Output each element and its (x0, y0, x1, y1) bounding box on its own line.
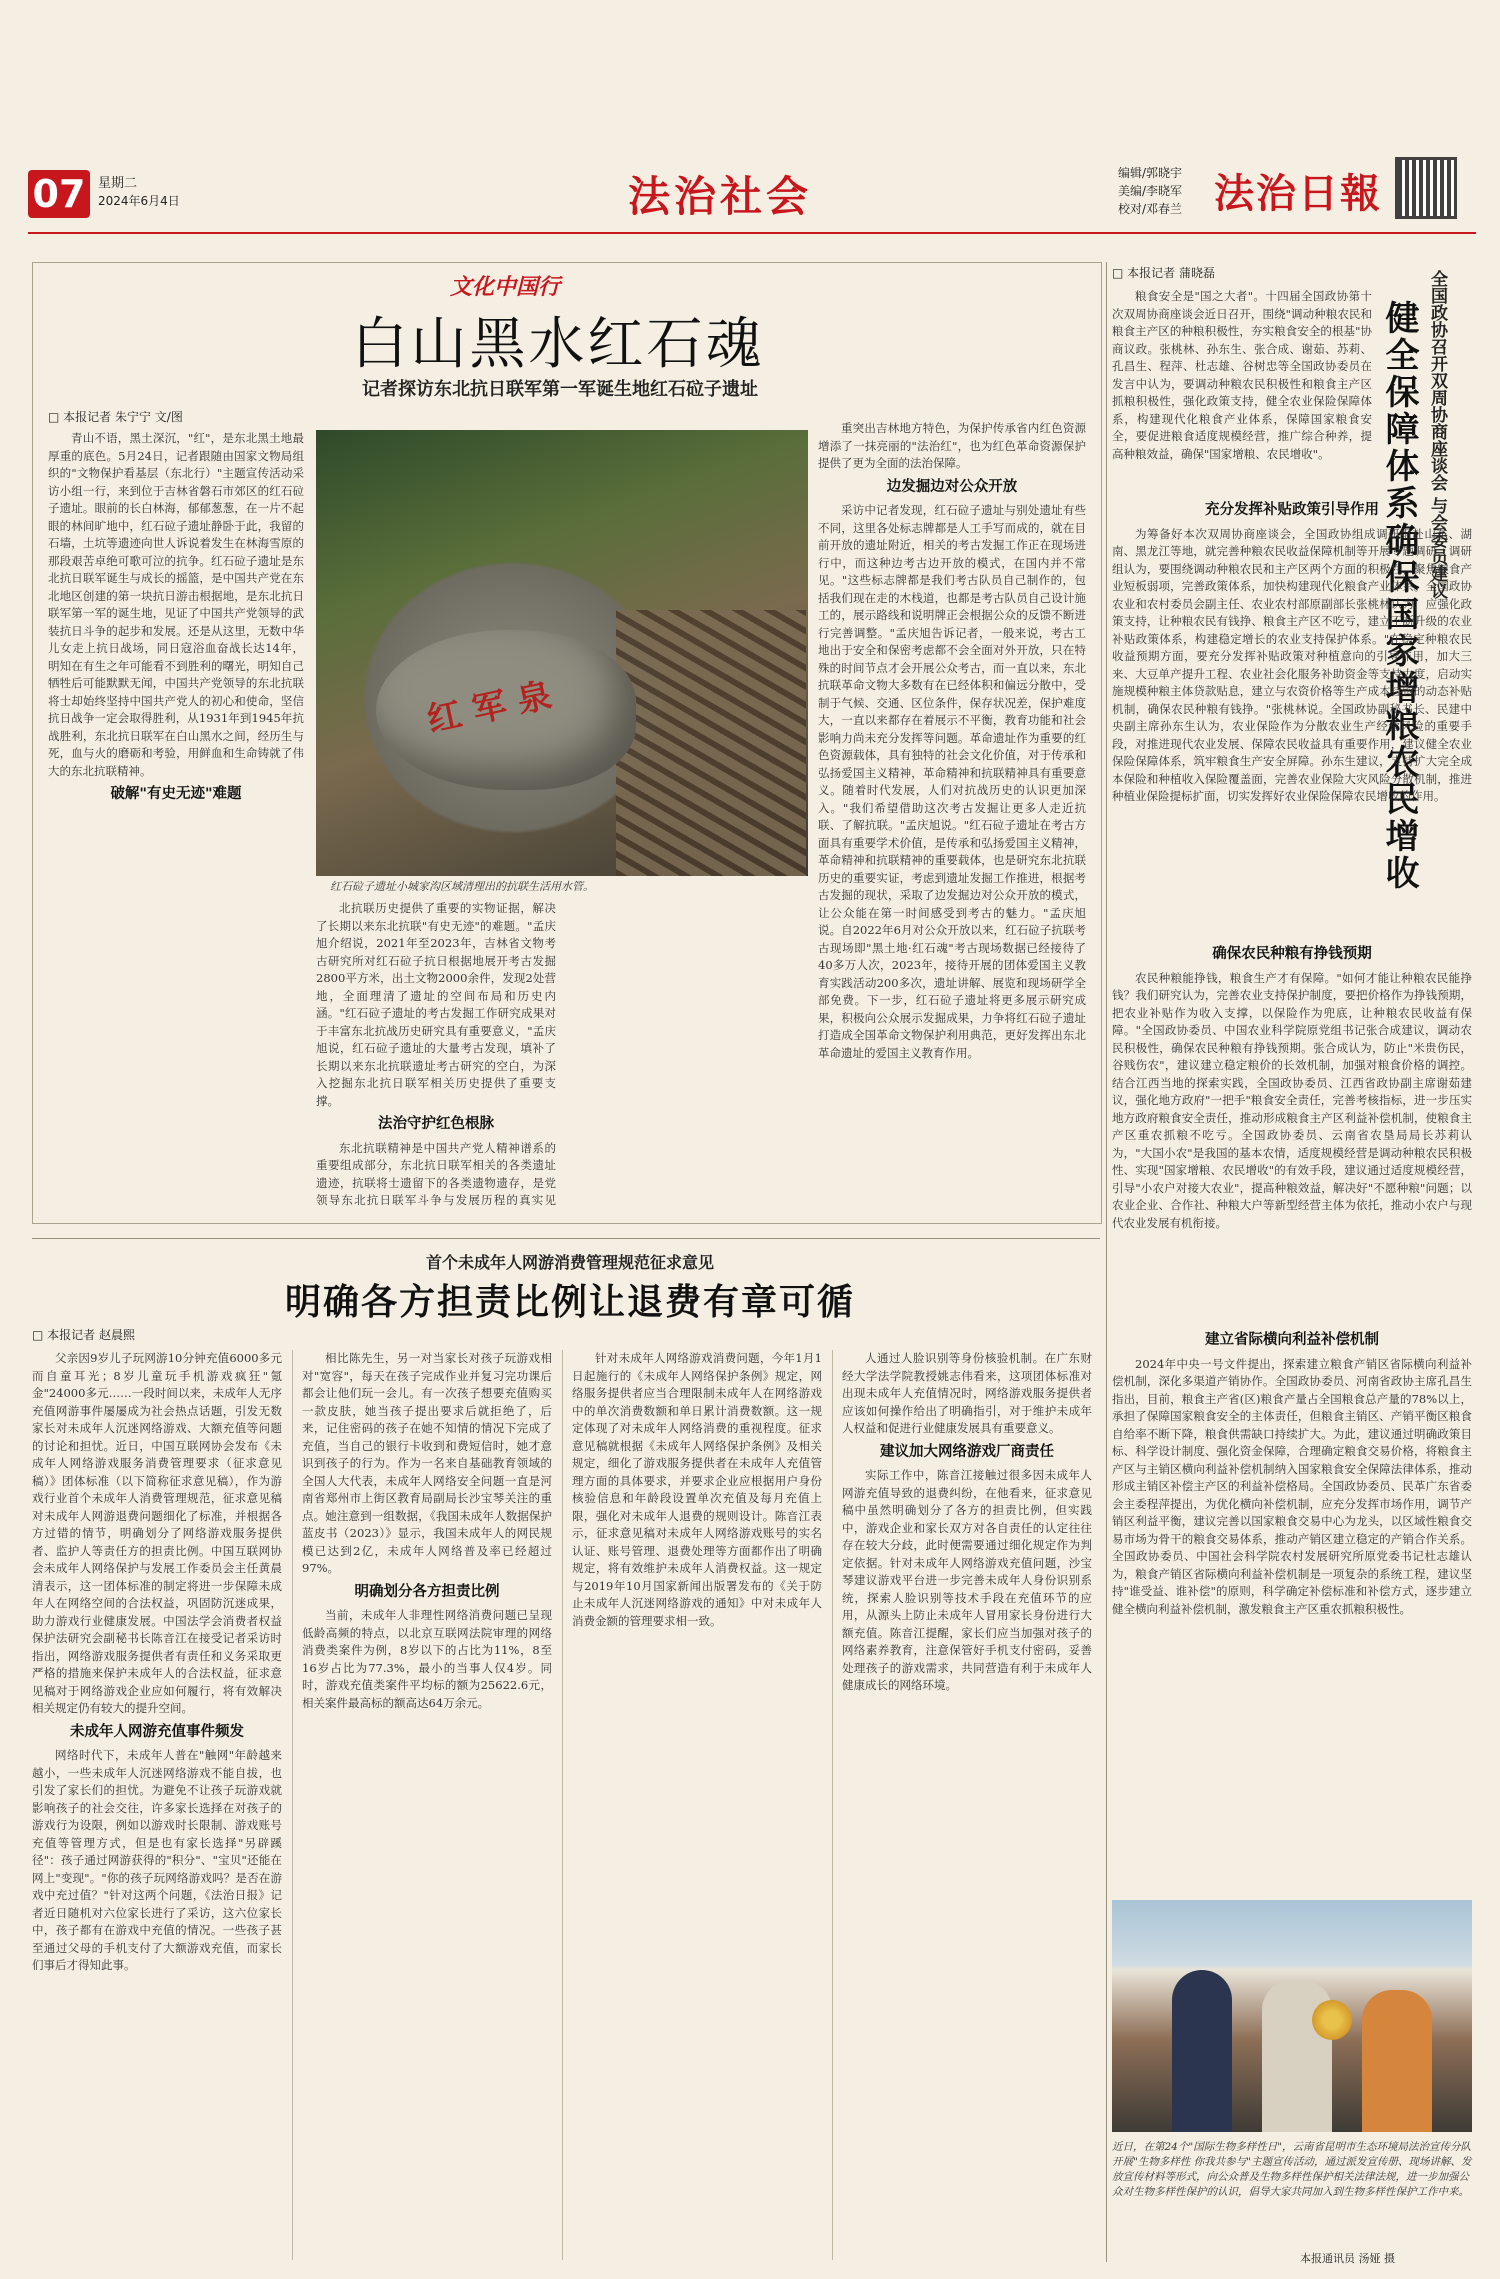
flower-bouquet (1312, 2000, 1352, 2040)
sidebar-photo (1112, 1900, 1472, 2132)
feature-col3b-text: 采访中记者发现，红石砬子遗址与别处遗址有些不同，这里各处标志牌都是人工手写而成的，就在目前开放的遗址附近，相关的考古发掘工作正在现场进行中，而这种边考古边开放的模式，在国内并不常见。"这些标志牌都是我们考古队员自己制作的，包括我们现在走的木栈道，也都是考古队员自己设计施工的，展示路线和说明牌正会根据公众的反馈不断进行完善调整。"孟庆旭告诉记者，一般来说，考古工地出于安全和保密考虑都不会全面对外开放，只在特殊的时间节点才会开展公众考古，而一直以来，东北抗联革命文物大多数有在已经体积和偏远分散中，受制于气候、交通、区位条件，保存状况差，保护难度大，一直以来都存在着展示不平衡，教育功能和社会影响力尚未充分发挥等问题。革命遗址作为重要的红色资源载体，具有独特的社会文化价值，对于传承和弘扬爱国主义精神，革命精神和抗联精神具有重要意义。随着时代发展，人们对抗战历史的认识更加深入。"我们希望借助这次考古发掘让更多人走近抗联、了解抗联。"孟庆旭说。"红石砬子遗址在考古方面具有重要学术价值，是传承和弘扬爱国主义精神，革命精神和抗联精神的重要载体，也是研究东北抗联历史的重要实证，考虑到遗址发掘工作推进，根据考古发掘的现状，采取了边发掘边对公众开放的模式，让公众能在第一时间感受到考古的魅力。"孟庆旭说。自2022年6月对公众开放以来，红石砬子抗联考古现场即"黑土地·红石魂"考古现场数据已经接待了40多万人次，2023年，接待开展的团体爱国主义教育实践活动200多次，遗址讲解、展览和现场研学全部免费。下一步，红石砬子遗址将更多展示研究成果，积极向公众展示发掘成果，力争将红石砬子遗址打造成全国革命文物保护利用典范，更好发挥出东北革命遗址的爱国主义教育作用。 (818, 503, 1086, 1060)
article2-col4-text: 人通过人脸识别等身份核验机制。在广东财经大学法学院教授姚志伟看来，这项团体标准对出现未成年人充值情况时，网络游戏服务提供者应该如何操作给出了明确指引，对于维护未成年人权益和促进行业健康发展具有重要意义。 (842, 1351, 1092, 1435)
feature-col2b-text: 东北抗联精神是中国共产党人精神谱系的重要组成部分，东北抗日联军相关的各类遗址遗迹，抗联将士遗留下的各类遗物遗存，是党领导东北抗日联军斗争与发展历程的真实见 (316, 1140, 556, 1207)
article2-col1b-text: 网络时代下，未成年人普在"触网"年龄越来越小，一些未成年人沉迷网络游戏不能自拔，也引发了家长们的担忧。为避免不让孩子玩游戏就影响孩子的社会交往，许多家长选择在对孩子的游戏行为设限，例如以游戏时长限制、游戏账号充值等管理方式，但是也有家长选择"另辟蹊径"：孩子通过网游获得的"积分"、"宝贝"还能在网上"变现"。"你的孩子玩网络游戏吗？是否在游戏中充过值？"针对这两个问题，《法治日报》记者近日随机对六位家长进行了采访，这六位家长中，孩子都有在游戏中充值的情况。一些孩子甚至通过父母的手机支付了大额游戏充值，而家长们事后才得知此事。 (32, 1748, 282, 1972)
sidebar-kicker: 全国政协召开双周协商座谈会 与会委员建议 (1427, 270, 1447, 599)
section-title: 法治社会 (628, 172, 813, 221)
sidebar-byline: □ 本报记者 蒲晓磊 (1112, 266, 1215, 280)
feature-photo-caption: 红石砬子遗址小城家沟区域清理出的抗联生活用水管。 (330, 880, 594, 893)
feature-col-4 (818, 420, 1086, 1210)
sidebar-sub2: 确保农民种粮有挣钱预期 (1212, 946, 1372, 962)
feature-col2-text: 北抗联历史提供了重要的实物证据，解决了长期以来东北抗联"有史无迹"的难题。"孟庆旭介绍说，2021年至2023年，吉林省文物考古研究所对红石砬子抗日根据地展开考古发掘2800平方米，出土文物2000余件，发现2处营地，全面理清了遗址的空间布局和历史内涵。"红石砬子遗址的考古发掘工作研究成果对于丰富东北抗战历史研究具有重要意义，"孟庆旭说，红石砬子遗址的大量考古发现，填补了长期以来东北抗联遗址考古研究的空白，为深入挖掘东北抗日联军相关历史提供了重要支撑。 (316, 901, 556, 1108)
feature-col3-subhead: 边发掘边对公众开放 (886, 478, 1018, 495)
column-tag: 文化中国行 (450, 274, 561, 300)
feature-col-2 (316, 900, 556, 1210)
sidebar-lead-text: 粮食安全是"国之大者"。十四届全国政协第十次双周协商座谈会近日召开，围绕"调动种粮农民和粮食主产区的种粮积极性，夯实粮食安全的根基"协商议政。张桃林、孙东生、张合成、谢茹、苏莉、孔昌生、程萍、杜志雄、谷树忠等全国政协委员在发言中认为，要调动种粮农民积极性和粮食主产区抓粮积极性，强化政策支持，健全农业保险保障体系，构建现代化粮食产业体系，保障国家粮食安全，要促进粮食适度规模经营，推广综合种养，提高种粮效益，确保"国家增粮、农民增收"。 (1112, 289, 1372, 461)
article2-col1-subhead: 未成年人网游充值事件频发 (70, 1723, 244, 1740)
sidebar-sub1: 充分发挥补贴政策引导作用 (1205, 502, 1379, 518)
designer: 美编/李晓军 (1118, 184, 1183, 198)
article2-col-2 (302, 1350, 552, 2270)
article2-col-4 (842, 1350, 1092, 2270)
proofreader: 校对/邓春兰 (1118, 202, 1183, 216)
feature-col2-subhead: 法治守护红色根脉 (378, 1116, 494, 1132)
sidebar-headline: 健全保障体系确保国家增粮农民增收 (1379, 300, 1419, 892)
sidebar-photo-credit: 本报通讯员 汤娅 摄 (1300, 2252, 1395, 2265)
article2-col3-text: 针对未成年人网络游戏消费问题，今年1月1日起施行的《未成年人网络保护条例》规定，网络服务提供者应当合理限制未成年人在网络游戏中的单次消费数额和单日累计消费数额。这一规定体现了对未成年人网络消费的重视程度。征求意见稿就根据《未成年人网络保护条例》及相关规定，细化了游戏服务提供者在未成年人充值管理方面的具体要求，并要求企业应根据用户身份核验信息和年龄段设置单次充值及每月充值上限，强化对未成年人退费的规则设计。陈音江表示，征求意见稿对未成年人网络游戏账号的实名认证、账号管理、退费处理等方面都作出了明确规定，将有效维护未成年人消费权益。这一规定与2019年10月国家新闻出版署发布的《关于防止未成年人沉迷网络游戏的通知》中对未成年人消费金额的管理要求相一致。 (572, 1351, 822, 1628)
page-header (28, 158, 1418, 230)
sidebar-section-3 (1112, 1326, 1472, 1886)
feature-col-3 (566, 900, 806, 1210)
article2-col-3 (572, 1350, 822, 2270)
article2-col-1 (32, 1350, 282, 2270)
sidebar-section-2 (1112, 940, 1472, 1320)
feature-col1-subhead: 破解"有史无迹"难题 (110, 786, 242, 802)
article2-col4-subhead: 建议加大网络游戏厂商责任 (880, 1443, 1054, 1460)
sidebar-section-1 (1112, 496, 1472, 936)
weekday: 星期二 (98, 176, 138, 191)
sidebar-sub3: 建立省际横向利益补偿机制 (1205, 1332, 1379, 1348)
feature-col1-text: 青山不语，黑土深沉，"红"，是东北黑土地最厚重的底色。5月24日，记者跟随由国家文物局组织的"文物保护看基层（东北行）"主题宣传活动采访小组一行，来到位于吉林省磐石市郊区的红石砬子遗址。眼前的长白林海，郁郁葱葱，在一片不起眼的林间旷地中，红石砬子遗址静卧于此，我留的石墙，土坑等遗迹向世人诉说着发生在林海雪原的那段艰苦卓绝可歌可泣的抗争。红石砬子遗址是东北抗日联军诞生与成长的摇篮，是中国共产党在东北地区创建的第一块抗日游击根据地，是东北抗日联军第一军的诞生地，见证了中国共产党领导的武装抗日斗争的起步和发展。还是从这里，无数中华儿女走上抗日战场，同日寇浴血奋战长达14年，明知在有生之年可能看不到胜利的曙光，明知自己牺牲后可能默默无闻，中国共产党领导的东北抗联将士却始终坚持中国共产党人的初心和使命，坚信抗日战争一定会取得胜利，从1931年到1945年抗战胜利，东北抗日联军在白山黑水之间，经历生与死，血与火的磨砺和考验，用鲜血和生命铸就了伟大的东北抗联精神。 (48, 431, 304, 778)
sidebar-photo-caption: 近日，在第24个"国际生物多样性日"，云南省昆明市生态环境局法治宣传分队开展"生物多样性 你我共参与"主题宣传活动，通过派发宣传册、现场讲解、发放宣传材料等形式，向公众普及生物多样性保护相关法律法规，进一步加强公众对生物多样性保护的认识，倡导大家共同加入到生物多样性保护工作中来。 (1112, 2141, 1472, 2198)
page-number: 07 (32, 172, 86, 216)
newspaper-masthead: 法治日報 (1214, 170, 1382, 217)
qr-code (1398, 160, 1454, 216)
article2-divider-3 (832, 1350, 833, 2260)
feature-col-1 (48, 430, 304, 810)
article2-col2-subhead: 明确划分各方担责比例 (354, 1583, 500, 1600)
header-rule (28, 232, 1476, 234)
sidebar-lead (1112, 288, 1372, 488)
feature-headline: 白山黑水红石魂 (351, 312, 765, 377)
article2-col2-text: 相比陈先生，另一对当家长对孩子玩游戏相对"宽容"，每天在孩子完成作业并复习完功课后都会让他们玩一会儿。有一次孩子想要充值购买一款皮肤，她当孩子提出要求后就拒绝了，后来，记住密码的孩子在她不知情的情况下完成了充值，当自己的银行卡收到和费短信时，她才意识到孩子的行为。作为一名来自基础教育领域的全国人大代表，未成年人网络安全问题一直是河南省郑州市上街区教育局副局长沙宝琴关注的重点。她注意到一组数据，《我国未成年人数据保护蓝皮书（2023）》显示，我国未成年人的网民规模已达到2亿，未成年人网络普及率已经超过97%。 (302, 1351, 552, 1575)
article2-headline: 明确各方担责比例让退费有章可循 (284, 1282, 855, 1323)
article2-top-rule (32, 1238, 1100, 1239)
article2-divider-1 (292, 1350, 293, 2260)
sidebar-text2: 农民种粮能挣钱，粮食生产才有保障。"如何才能让种粮农民能挣钱？我们研究认为，完善农业支持保护制度，要把价格作为挣钱预期，把农业补贴作为收入支撑，以保险作为兜底，让种粮农民收益有保障。"全国政协委员、中国农业科学院原党组书记张合成建议，调动农民积极性，确保农民种粮有挣钱预期。张合成认为，防止"米贵伤民，谷贱伤农"，建议建立稳定粮价的长效机制，加强对粮食价格的调控。结合江西当地的探索实践，全国政协委员、江西省政协副主席谢茹建议，强化地方政府"一把手"粮食安全责任，完善考核指标，进一步压实地方政府粮食安全责任，推动形成粮食主产区利益补偿机制，使粮食主产区重农抓粮不吃亏。全国政协委员、云南省农垦局局长苏莉认为，"大国小农"是我国的基本农情，适度规模经营是调动种粮农民积极性、实现"国家增粮、农民增收"的有效手段，建议通过适度规模经营，引导"小农户对接大农业"，提高种粮效益，解决好"不愿种粮"问题；以农业企业、合作社、种粮大户等新型经营主体为依托，推动小农户与现代农业发展有机衔接。 (1112, 970, 1472, 1230)
editor-credits (1118, 164, 1182, 218)
feature-col1b-text (48, 810, 304, 811)
person-officer (1172, 1970, 1232, 2132)
boardwalk (616, 610, 806, 876)
feature-photo (316, 430, 808, 876)
article2-byline: □ 本报记者 赵晨熙 (32, 1328, 135, 1342)
article2-col4b-text: 实际工作中，陈音江接触过很多因未成年人网游充值导致的退费纠纷，在他看来，征求意见稿中虽然明确划分了各方的担责比例，但实践中，游戏企业和家长双方对各自责任的认定往往存在较大分歧，此时便需要通过细化规定作为判定依据。针对未成年人网络游戏充值问题，沙宝琴建议游戏平台进一步完善未成年人身份识别系统，探索人脸识别等技术手段在充值环节的应用，从源头上防止未成年人冒用家长身份进行大额充值。陈音江提醒，家长们应当加强对孩子的网络素养教育，注意保管好手机支付密码，妥善处理孩子的游戏需求，共同营造有利于未成年人健康成长的网络环境。 (842, 1468, 1092, 1692)
feature-col3-text: 重突出吉林地方特色，为保护传承省内红色资源增添了一抹亮丽的"法治红"，也为红色革命资源保护提供了更为全面的法治保障。 (818, 421, 1086, 470)
person-girl (1362, 1990, 1432, 2132)
stone-inscription: 红 军 泉 (423, 675, 556, 741)
sidebar-text3: 2024年中央一号文件提出，探索建立粮食产销区省际横向利益补偿机制，深化多渠道产销协作。全国政协委员、河南省政协主席孔昌生指出，目前，粮食主产省(区)粮食产量占全国粮食总产量的78%以上，承担了保障国家粮食安全的主体责任，但粮食主销区、产销平衡区粮食自给率不断下降，粮食供需缺口持续扩大。为此，建议通过明确政策目标、科学设计制度、强化资金保障，合理确定粮食交易价格，将粮食主产区与主销区横向利益补偿机制纳入国家粮食安全保障法律体系，推动形成主销区补偿主产区的利益补偿格局。全国政协委员、民革广东省委会主委程萍提出，为优化横向补偿机制，应充分发挥市场作用，调节产销区利益平衡，建议完善以国家粮食交易中心为龙头，以区域性粮食交易市场为骨干的粮食交易体系，推动产销区建立稳定的产销合作关系。全国政协委员、中国社会科学院农村发展研究所原党委书记杜志雄认为，粮食产销区省际横向利益补偿机制是一项复杂的系统工程，建议坚持"谁受益、谁补偿"的原则，科学确定补偿标准和补偿方式，逐步建立健全横向利益补偿机制，激发粮食主产区重农抓粮积极性。 (1112, 1356, 1472, 1616)
article2-col2b-text: 当前，未成年人非理性网络消费问题已呈现低龄高频的特点，以北京互联网法院审理的网络消费类案件为例，8岁以下的占比为11%，8至16岁占比为77.3%，最小的当事人仅4岁。同时，游戏充值类案件平均标的额为25622.6元，相关案件最高标的额高达64万余元。 (302, 1608, 552, 1710)
sidebar-text1: 为筹备好本次双周协商座谈会，全国政协组成调研组赴山东、湖南、黑龙江等地，就完善种粮农民收益保障机制等开展专题调研，调研组认为，要围绕调动种粮农民和主产区两个方面的积极性，聚焦粮食产业短板弱项，完善政策体系，加快构建现代化粮食产业体系。全国政协农业和农村委员会副主任、农业农村部原副部长张桃林认为，应强化政策支持，让种粮农民有钱挣、粮食主产区不吃亏，建立不断升级的农业补贴政策体系，构建稳定增长的农业支持保护体系。"在稳定种粮农民收益预期方面，要充分发挥补贴政策对种植意向的引导作用，加大三来、大豆单产提升工程、农业社会化服务补助资金等支持力度，启动实施规模种粮主体贷款贴息，建立与农资价格等生产成本挂钩的动态补贴机制，确保农民种粮有钱挣。"张桃林说。全国政协副秘书长、民建中央副主席孙东生认为，农业保险作为分散农业生产经营风险的重要手段，对推进现代农业发展、保障农民收益具有重要作用，建议健全农业保险保障体系，筑牢粮食生产安全屏障。孙东生建议，支持扩大完全成本保险和种植收入保险覆盖面，完善农业保险大灾风险分散机制，推进种植业保险提标扩面，切实发挥好农业保险保障农民增收的作用。 (1112, 526, 1472, 803)
article2-col1-text: 父亲因9岁儿子玩网游10分钟充值6000多元而自童耳光；8岁儿童玩手机游戏疯狂"氪金"24000多元……一段时间以来，未成年人无序充值网游事件屡屡成为社会热点话题，引发无数家长对未成年人沉迷网络游戏、大额充值等问题的讨论和担忧。近日，中国互联网协会发布《未成年人网络游戏服务消费管理要求（征求意见稿）》团体标准（以下简称征求意见稿），作为游戏行业首个未成年人消费管理规范，征求意见稿对未成年人网游退费问题细化了标准，并根据各方过错的情节，明确划分了网络游戏服务提供者、监护人等责任方的担责比例。中国互联网协会未成年人网络保护与发展工作委员会主任黄晨清表示，这一团体标准的制定将进一步保障未成年人在网络空间的合法权益，巩固防沉迷成果，助力游戏行业健康发展。中国法学会消费者权益保护法研究会副秘书长陈音江在接受记者采访时指出，网络游戏服务提供者有责任和义务采取更严格的措施来保护未成年人的合法权益，征求意见稿对于网络游戏企业应如何履行，将有效解决相关规定仍有较大的提升空间。 (32, 1351, 282, 1715)
issue-date: 2024年6月4日 (98, 194, 180, 208)
feature-subheadline: 记者探访东北抗日联军第一军诞生地红石砬子遗址 (362, 379, 758, 400)
page-number-badge (28, 170, 90, 218)
article2-kicker: 首个未成年人网游消费管理规范征求意见 (425, 1253, 714, 1272)
sidebar-divider (1106, 262, 1107, 2262)
editor: 编辑/郭晓宇 (1118, 166, 1183, 180)
article2-divider-2 (562, 1350, 563, 2260)
feature-byline: □ 本报记者 朱宁宁 文/图 (48, 410, 183, 424)
